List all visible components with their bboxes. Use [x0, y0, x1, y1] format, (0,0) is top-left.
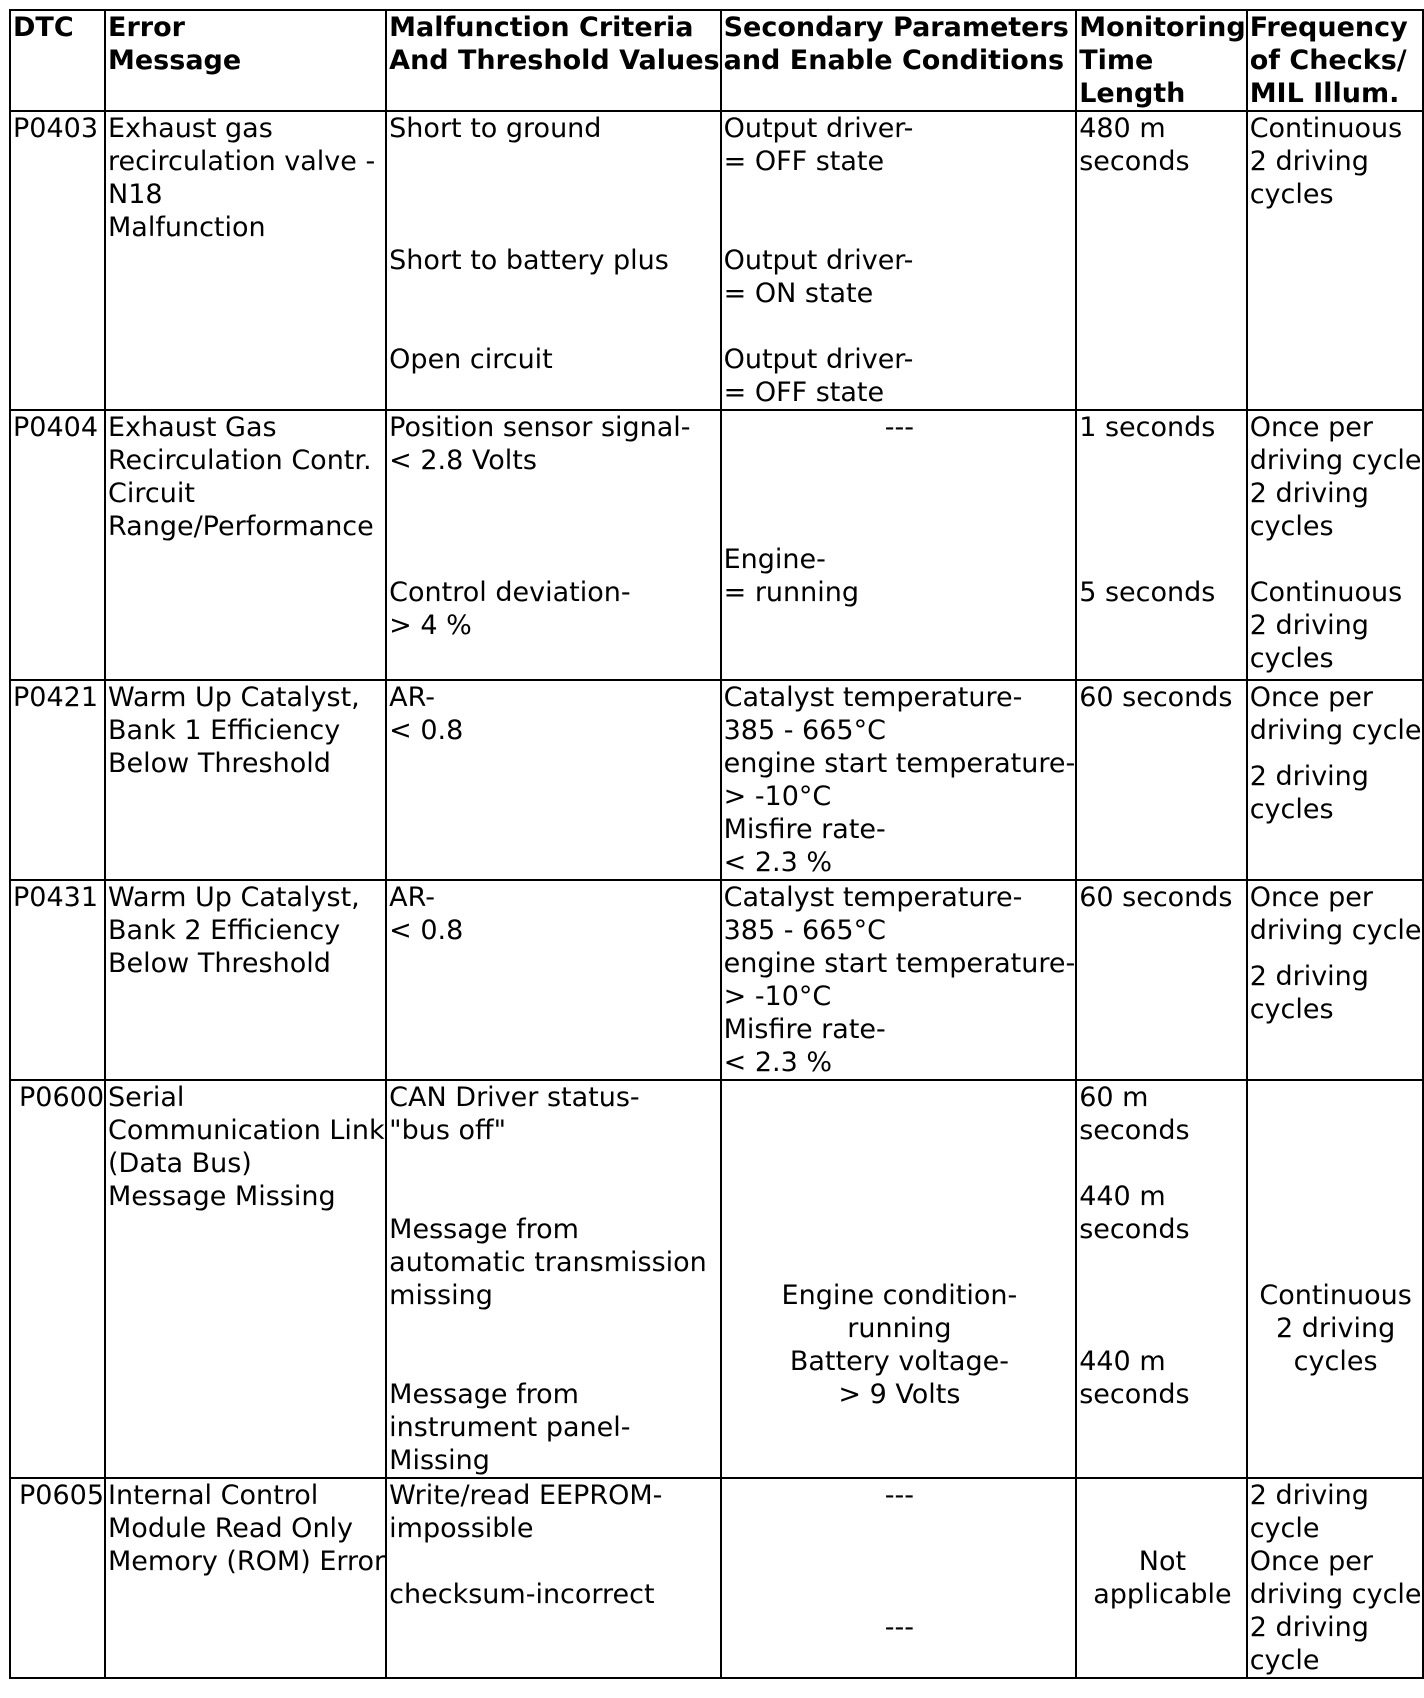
- monitoring-time: 480 m seconds: [1076, 111, 1246, 410]
- monitoring-time: 60 seconds: [1076, 680, 1246, 880]
- header-secondary-parameters: Secondary Parameters and Enable Conditions: [721, 10, 1077, 111]
- malfunction-criteria: CAN Driver status- "bus off" Message from automatic transmission missing Message from instrument panel- Missing: [386, 1080, 720, 1478]
- dtc-code: P0431: [10, 880, 105, 1080]
- header-dtc: DTC: [10, 10, 105, 111]
- error-message: Warm Up Catalyst, Bank 2 Efficiency Below Threshold: [105, 880, 386, 1080]
- table-row: [10, 111, 1423, 410]
- error-message: Exhaust Gas Recirculation Contr. Circuit Range/Performance: [105, 410, 386, 680]
- secondary-parameters: Catalyst temperature- 385 - 665°C engine start temperature- > -10°C Misfire rate- < 2.3 %: [721, 680, 1077, 880]
- frequency: Once per driving cycle 2 driving cycles Continuous 2 driving cycles: [1247, 410, 1423, 680]
- monitoring-time: 60 seconds: [1076, 880, 1246, 1080]
- monitoring-time: 60 m seconds 440 m seconds 440 m seconds: [1076, 1080, 1246, 1478]
- malfunction-criteria: Position sensor signal- < 2.8 Volts Control deviation- > 4 %: [386, 410, 720, 680]
- dtc-code: P0403: [10, 111, 105, 410]
- frequency: 2 driving cycle Once per driving cycle 2 driving cycle: [1247, 1478, 1423, 1678]
- monitoring-time: 1 seconds 5 seconds: [1076, 410, 1246, 680]
- dtc-code: P0404: [10, 410, 105, 680]
- malfunction-criteria: Write/read EEPROM- impossible checksum-incorrect: [386, 1478, 720, 1678]
- secondary-parameters: Catalyst temperature- 385 - 665°C engine start temperature- > -10°C Misfire rate- < 2.3 %: [721, 880, 1077, 1080]
- secondary-parameters: --- Engine- = running: [721, 410, 1077, 680]
- secondary-parameters: Output driver- = OFF state Output driver- = ON state Output driver- = OFF state: [721, 111, 1077, 410]
- dtc-code: P0605: [10, 1478, 105, 1678]
- frequency: Continuous 2 driving cycles: [1247, 1080, 1423, 1478]
- frequency: Continuous 2 driving cycles: [1247, 111, 1423, 410]
- table-row: [10, 880, 1423, 1080]
- secondary-parameters: --- ---: [721, 1478, 1077, 1678]
- frequency: Once per driving cycle 2 driving cycles: [1247, 680, 1423, 880]
- header-frequency: Frequency of Checks/ MIL Illum.: [1247, 10, 1423, 111]
- table-row: [10, 1080, 1423, 1478]
- table-row: [10, 680, 1423, 880]
- error-message: Internal Control Module Read Only Memory (ROM) Error: [105, 1478, 386, 1678]
- malfunction-criteria: AR- < 0.8: [386, 680, 720, 880]
- frequency: Once per driving cycle 2 driving cycles: [1247, 880, 1423, 1080]
- malfunction-criteria: Short to ground Short to battery plus Open circuit: [386, 111, 720, 410]
- malfunction-criteria: AR- < 0.8: [386, 880, 720, 1080]
- header-error-message: Error Message: [105, 10, 386, 111]
- dtc-code: P0600: [10, 1080, 105, 1478]
- header-row: [10, 10, 1423, 111]
- dtc-table: [9, 9, 1424, 1679]
- error-message: Exhaust gas recirculation valve - N18 Malfunction: [105, 111, 386, 410]
- monitoring-time: Not applicable: [1076, 1478, 1246, 1678]
- dtc-code: P0421: [10, 680, 105, 880]
- table-row: [10, 410, 1423, 680]
- table-row: [10, 1478, 1423, 1678]
- secondary-parameters: Engine condition- running Battery voltage- > 9 Volts: [721, 1080, 1077, 1478]
- error-message: Serial Communication Link (Data Bus) Message Missing: [105, 1080, 386, 1478]
- header-malfunction-criteria: Malfunction Criteria And Threshold Values: [386, 10, 720, 111]
- header-monitoring-time: Monitoring Time Length: [1076, 10, 1246, 111]
- error-message: Warm Up Catalyst, Bank 1 Efficiency Below Threshold: [105, 680, 386, 880]
